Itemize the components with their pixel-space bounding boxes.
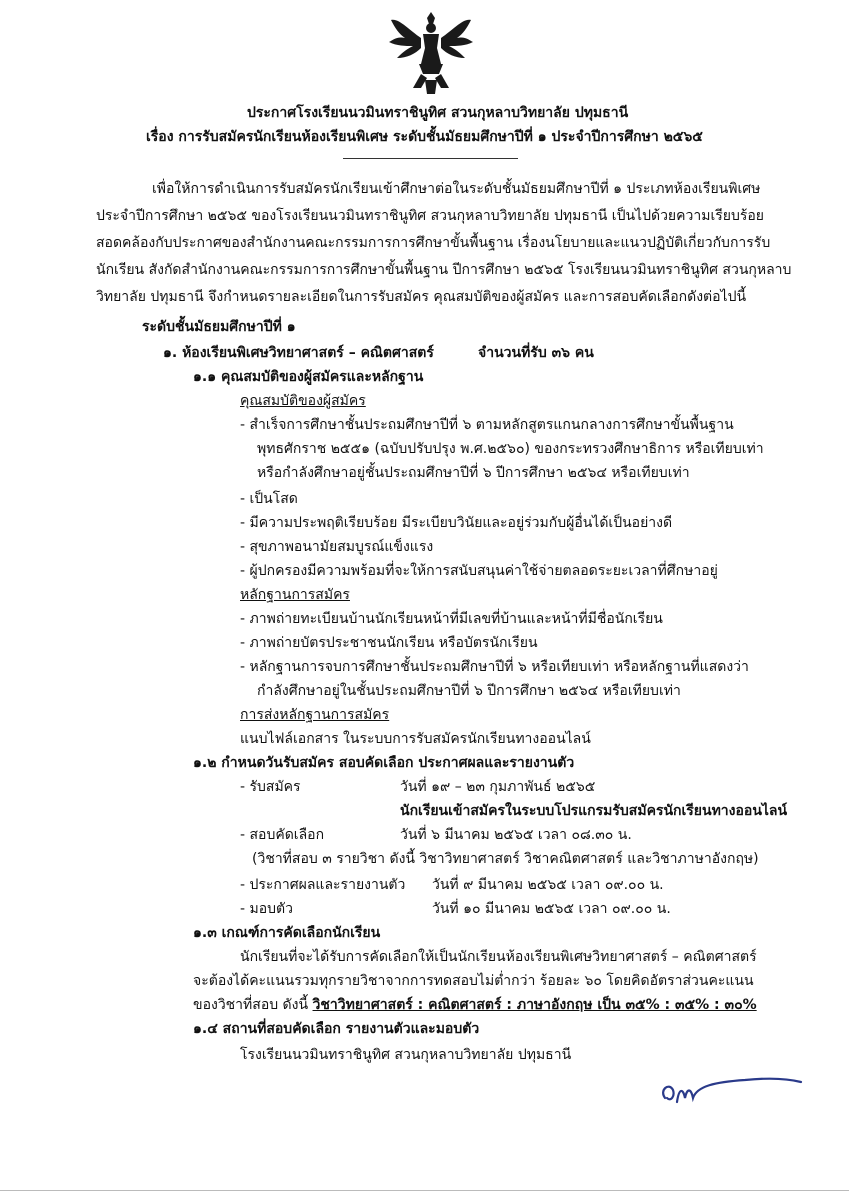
apply-note: นักเรียนเข้าสมัครในระบบโปรแกรมรับสมัครนักเรียนทางออนไลน์ bbox=[400, 803, 788, 819]
intro-line: วิทยาลัย ปทุมธานี จึงกำหนดรายละเอียดในการรับสมัคร คุณสมบัติของผู้สมัคร และการสอบคัดเลือกดังต่อไปนี้ bbox=[96, 289, 747, 305]
apply-label: - รับสมัคร bbox=[240, 779, 301, 795]
criteria-ratio-prefix: ของวิชาที่สอบ ดังนี้ bbox=[193, 997, 313, 1013]
level-heading: ระดับชั้นมัธยมศึกษาปีที่ ๑ bbox=[142, 319, 296, 335]
qualification-item: - ผู้ปกครองมีความพร้อมที่จะให้การสนับสนุนค่าใช้จ่ายตลอดระยะเวลาที่ศึกษาอยู่ bbox=[240, 563, 718, 579]
evidence-item: - หลักฐานการจบการศึกษาชั้นประถมศึกษาปีที่ ๖ หรือเทียบเท่า หรือหลักฐานที่แสดงว่า bbox=[240, 659, 749, 675]
announcement-title: ประกาศโรงเรียนนวมินทราชินูทิศ สวนกุหลาบวิทยาลัย ปทุมธานี bbox=[247, 105, 629, 121]
submission-text: แนบไฟล์เอกสาร ในระบบการรับสมัครนักเรียนทางออนไลน์ bbox=[240, 731, 591, 747]
qualification-heading: คุณสมบัติของผู้สมัคร bbox=[240, 393, 366, 409]
criteria-ratio: วิชาวิทยาศาสตร์ : คณิตศาสตร์ : ภาษาอังกฤษ เป็น ๓๕% : ๓๕% : ๓๐% bbox=[312, 997, 757, 1013]
qualification-item: พุทธศักราช ๒๕๕๑ (ฉบับปรับปรุง พ.ศ.๒๕๖๐) ของกระทรวงศึกษาธิการ หรือเทียบเท่า bbox=[257, 441, 764, 457]
exam-subjects-note: (วิชาที่สอบ ๓ รายวิชา ดังนี้ วิชาวิทยาศาสตร์ วิชาคณิตศาสตร์ และวิชาภาษาอังกฤษ) bbox=[252, 851, 759, 867]
qualification-item: - เป็นโสด bbox=[240, 491, 298, 507]
title-underline bbox=[343, 158, 518, 159]
result-date: วันที่ ๙ มีนาคม ๒๕๖๕ เวลา ๐๙.๐๐ น. bbox=[432, 877, 664, 893]
evidence-item: - ภาพถ่ายบัตรประชาชนนักเรียน หรือบัตรนักเรียน bbox=[240, 635, 538, 651]
report-label: - มอบตัว bbox=[240, 901, 293, 917]
handwritten-signature bbox=[655, 1068, 805, 1118]
criteria-line: จะต้องได้คะแนนรวมทุกรายวิชาจากการทดสอบไม่ต่ำกว่า ร้อยละ ๖๐ โดยคิดอัตราส่วนคะแนน bbox=[193, 973, 754, 989]
qualification-item: - สำเร็จการศึกษาชั้นประถมศึกษาปีที่ ๖ ตามหลักสูตรแกนกลางการศึกษาขั้นพื้นฐาน bbox=[240, 417, 734, 433]
evidence-item: - ภาพถ่ายทะเบียนบ้านนักเรียนหน้าที่มีเลขที่บ้านและหน้าที่มีชื่อนักเรียน bbox=[240, 611, 663, 627]
evidence-heading: หลักฐานการสมัคร bbox=[240, 587, 350, 603]
intro-line: นักเรียน สังกัดสำนักงานคณะกรรมการการศึกษาขั้นพื้นฐาน ปีการศึกษา ๒๕๖๕ โรงเรียนนวมินทราชินูทิศ สวนกุหลาบ bbox=[96, 262, 792, 278]
announcement-subject: เรื่อง การรับสมัครนักเรียนห้องเรียนพิเศษ ระดับชั้นมัธยมศึกษาปีที่ ๑ ประจำปีการศึกษา ๒๕๖๕ bbox=[146, 129, 703, 145]
qualification-item: - มีความประพฤติเรียบร้อย มีระเบียบวินัยและอยู่ร่วมกับผู้อื่นได้เป็นอย่างดี bbox=[240, 515, 673, 531]
page-bottom-edge bbox=[0, 1190, 849, 1191]
intro-line: เพื่อให้การดำเนินการรับสมัครนักเรียนเข้าศึกษาต่อในระดับชั้นมัธยมศึกษาปีที่ ๑ ประเภทห้องเรียนพิเศษ bbox=[152, 181, 761, 197]
result-label: - ประกาศผลและรายงานตัว bbox=[240, 877, 406, 893]
evidence-item: กำลังศึกษาอยู่ในชั้นประถมศึกษาปีที่ ๖ ปีการศึกษา ๒๕๖๔ หรือเทียบเท่า bbox=[257, 683, 681, 699]
qualification-item: - สุขภาพอนามัยสมบูรณ์แข็งแรง bbox=[240, 539, 434, 555]
exam-venue: โรงเรียนนวมินทราชินูทิศ สวนกุหลาบวิทยาลัย ปทุมธานี bbox=[240, 1047, 572, 1063]
criteria-ratio-line bbox=[193, 996, 757, 1014]
section-1-1-title: ๑.๑ คุณสมบัติของผู้สมัครและหลักฐาน bbox=[193, 369, 424, 385]
exam-label: - สอบคัดเลือก bbox=[240, 827, 325, 843]
program-quota: จำนวนที่รับ ๓๖ คน bbox=[478, 345, 594, 361]
intro-line: สอดคล้องกับประกาศของสำนักงานคณะกรรมการการศึกษาขั้นพื้นฐาน เรื่องนโยบายและแนวปฏิบัติเกี่ยวกับการรับ bbox=[96, 235, 771, 251]
intro-line: ประจำปีการศึกษา ๒๕๖๕ ของโรงเรียนนวมินทราชินูทิศ สวนกุหลาบวิทยาลัย ปทุมธานี เป็นไปด้วยความเรียบร้อย bbox=[96, 208, 764, 224]
section-1-4-title: ๑.๔ สถานที่สอบคัดเลือก รายงานตัวและมอบตัว bbox=[193, 1021, 480, 1037]
program-title: ๑. ห้องเรียนพิเศษวิทยาศาสตร์ – คณิตศาสตร์ bbox=[163, 345, 434, 361]
qualification-item: หรือกำลังศึกษาอยู่ชั้นประถมศึกษาปีที่ ๖ ปีการศึกษา ๒๕๖๔ หรือเทียบเท่า bbox=[257, 465, 690, 481]
section-1-3-title: ๑.๓ เกณฑ์การคัดเลือกนักเรียน bbox=[193, 925, 381, 941]
criteria-line: นักเรียนที่จะได้รับการคัดเลือกให้เป็นนักเรียนห้องเรียนพิเศษวิทยาศาสตร์ – คณิตศาสตร์ bbox=[240, 949, 757, 965]
submission-heading: การส่งหลักฐานการสมัคร bbox=[240, 707, 390, 723]
garuda-emblem-icon bbox=[385, 8, 477, 100]
section-1-2-title: ๑.๒ กำหนดวันรับสมัคร สอบคัดเลือก ประกาศผลและรายงานตัว bbox=[193, 755, 575, 771]
report-date: วันที่ ๑๐ มีนาคม ๒๕๖๕ เวลา ๐๙.๐๐ น. bbox=[432, 901, 671, 917]
exam-date: วันที่ ๖ มีนาคม ๒๕๖๕ เวลา ๐๘.๓๐ น. bbox=[400, 827, 632, 843]
apply-date: วันที่ ๑๙ – ๒๓ กุมภาพันธ์ ๒๕๖๕ bbox=[400, 779, 596, 795]
